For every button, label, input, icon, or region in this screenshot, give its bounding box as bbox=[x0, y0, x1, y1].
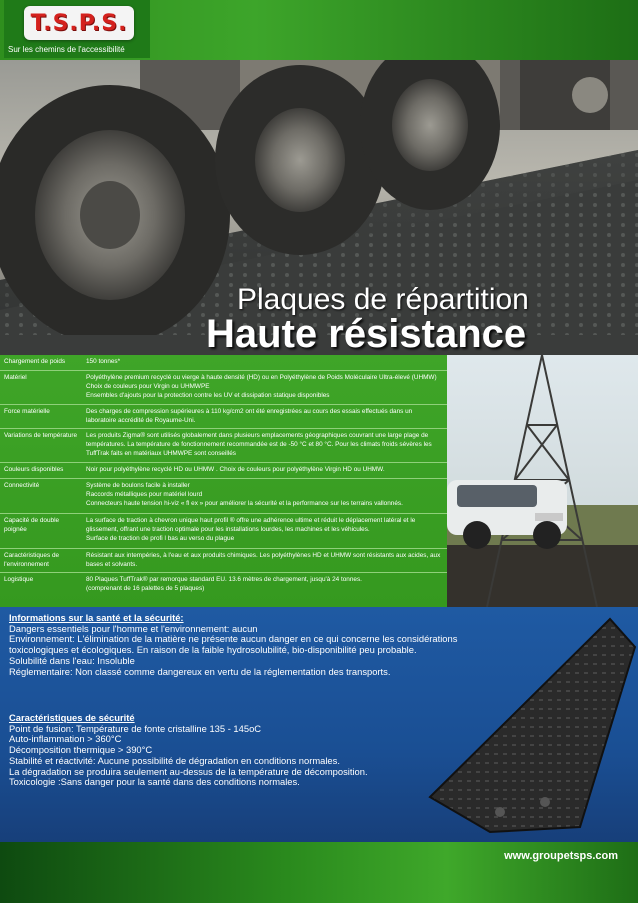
spec-value: Des charges de compression supérieures à 110 kg/cm2 ont été enregistrées au cours des essais effectués dans un laboratoire accrédité de Royaume-Uni. bbox=[86, 408, 413, 424]
spec-label: Chargement de poids bbox=[4, 358, 66, 365]
tower-photo bbox=[447, 355, 638, 607]
spec-label: Matériel bbox=[4, 374, 27, 381]
spec-value: Système de boulons facile à installer Raccords métalliques pour matériel lourd Connecteurs haute tension hi-viz « fl ex » pour améliorer la sécurité et la performance sur les terrains vallonnés. bbox=[86, 482, 403, 507]
spec-row bbox=[0, 549, 447, 573]
spec-value: 80 Plaques TuffTrak® par remorque standard EU. 13.6 mètres de chargement, jusqu'à 24 tonnes. (comprenant de 16 palettes de 5 plaques) bbox=[86, 576, 362, 592]
spec-row bbox=[0, 479, 447, 514]
title-line-2: Haute résistance bbox=[206, 312, 527, 356]
spec-value: 150 tonnes* bbox=[86, 358, 121, 365]
spec-value: Résistant aux intempéries, à l'eau et aux produits chimiques. Les polyéthylènes HD et UHMW sont résistants aux acides, aux bases et solvants. bbox=[86, 552, 441, 568]
health-line: Dangers essentiels pour l'homme et l'environnement: aucun bbox=[9, 622, 258, 634]
safety-line: Décomposition thermique > 390°C bbox=[9, 744, 153, 756]
safety-section bbox=[9, 713, 469, 788]
health-line: Solubilité dans l'eau: Insoluble bbox=[9, 654, 135, 666]
safety-line: Auto-inflammation > 360°C bbox=[9, 733, 122, 745]
spec-value: Les produits Zigma® sont utilisés globalement dans plusieurs emplacements géographiques couvrant une large plage de températures. La température de fonctionnement recommandée est de -50 °C et 80 °C. Pour les climats froids sévères les TuffTrak faits en matériaux UHMWPE sont conseillés bbox=[86, 432, 432, 457]
spec-table bbox=[0, 355, 447, 607]
safety-heading: Caractéristiques de sécurité bbox=[9, 712, 135, 723]
website-link[interactable]: www.groupetsps.com bbox=[504, 850, 618, 862]
spec-label: Logistique bbox=[4, 576, 34, 583]
safety-line: La dégradation se produira seulement au-dessus de la température de décomposition. bbox=[9, 765, 368, 777]
spec-label: Connectivité bbox=[4, 482, 40, 489]
spec-value: Noir pour polyéthylène recyclé HD ou UHMW . Choix de couleurs pour polyéthylène Virgin HD ou UHMW. bbox=[86, 466, 385, 473]
spec-label: Caractéristiques de l'environnement bbox=[4, 552, 60, 568]
spec-row bbox=[0, 429, 447, 463]
spec-row bbox=[0, 371, 447, 405]
logo bbox=[24, 6, 134, 40]
spec-value: La surface de traction à chevron unique haut profil ® offre une adhérence ultime et réduit le déplacement latéral et le glissement, offrant une traction optimale pour les installations lourdes, les machines et les véhicules. Surface de traction de profi l bas au verso du plague bbox=[86, 517, 416, 542]
health-heading: Informations sur la santé et la sécurité: bbox=[9, 612, 184, 623]
spec-label: Couleurs disponibles bbox=[4, 466, 64, 473]
spec-label: Force matérielle bbox=[4, 408, 50, 415]
spec-row bbox=[0, 514, 447, 549]
spec-row bbox=[0, 573, 447, 607]
logo-text: T.S.P.S. bbox=[30, 10, 128, 36]
spec-row bbox=[0, 405, 447, 429]
title-line-1: Plaques de répartition bbox=[237, 283, 529, 316]
safety-line: Point de fusion: Température de fonte cristalline 135 - 145oC bbox=[9, 722, 262, 734]
spec-row bbox=[0, 463, 447, 479]
tagline: Sur les chemins de l'accessibilité bbox=[8, 45, 125, 54]
spec-label: Variations de température bbox=[4, 432, 78, 439]
footer-band bbox=[0, 842, 638, 903]
spec-label: Capacité de double poignée bbox=[4, 517, 60, 533]
health-line: Environnement: L'élimination de la matière ne présente aucun danger en ce qui concerne les considérations toxicologiques et écologiques. En raison de la faible hydrosolubilité, bio-disponibilité peu probable. bbox=[9, 633, 458, 656]
health-line: Réglementaire: Non classé comme dangereux en vertu de la réglementation des transports. bbox=[9, 665, 391, 677]
info-panel bbox=[0, 607, 638, 842]
safety-line: Toxicologie :Sans danger pour la santé dans des conditions normales. bbox=[9, 776, 300, 788]
safety-line: Stabilité et réactivité: Aucune possibilité de dégradation en conditions normales. bbox=[9, 754, 340, 766]
health-section bbox=[9, 613, 469, 677]
spec-value: Polyéthylène premium recyclé ou vierge à haute densité (HD) ou en Polyéthylène de Poids Moléculaire Ultra-élevé (UHMW) Choix de couleurs pour Virgin ou UHMWPE Ensembles d'ajouts pour la protection contre les UV et dissipation statique disponibles bbox=[86, 374, 437, 399]
spec-row bbox=[0, 355, 447, 371]
